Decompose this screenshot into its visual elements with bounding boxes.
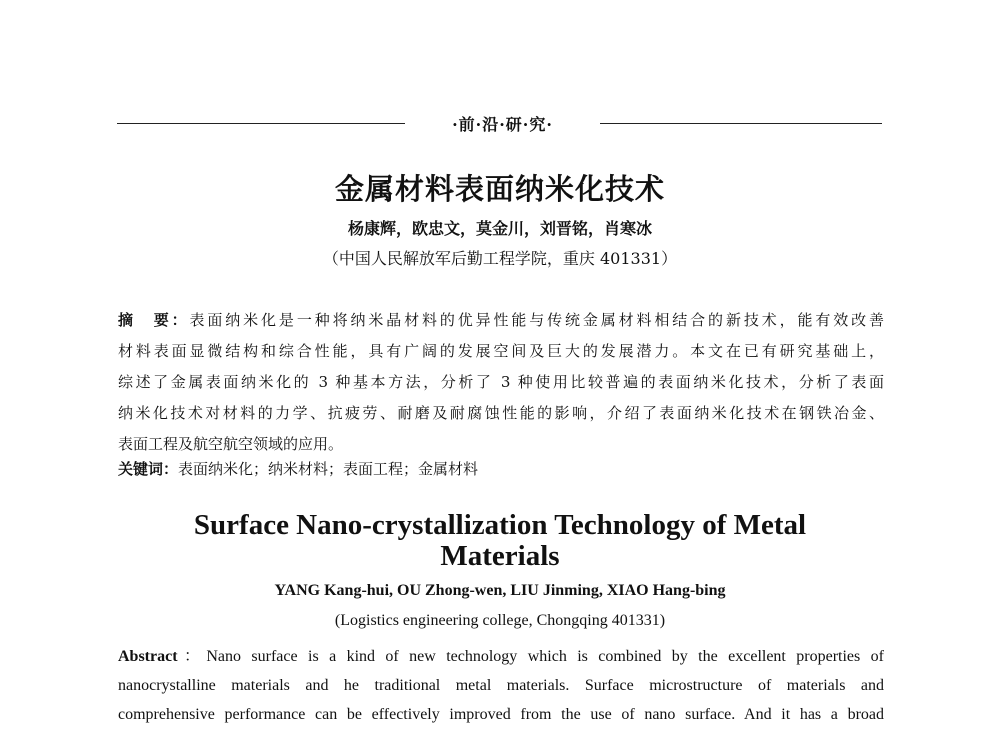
chinese-keywords [118,459,884,479]
english-abstract [118,642,884,729]
column-label: ·前·沿·研·究· [452,115,553,134]
english-abstract-line: Abstract：Nano surface is a kind of new technology which is combined by the excellent properties of [118,648,884,665]
chinese-abstract-line: 综述了金属表面纳米化的 3 种基本方法，分析了 3 种使用比较普遍的表面纳米化技术，分析了表面 [118,373,884,391]
chinese-abstract [118,305,884,460]
chinese-keywords-label: 关键词： [118,460,179,478]
english-authors: YANG Kang-hui, OU Zhong-wen, LIU Jinming, XIAO Hang-bing [274,582,726,599]
chinese-abstract-line: 材料表面显微结构和综合性能，具有广阔的发展空间及巨大的发展潜力。本文在已有研究基础上， [118,342,884,360]
chinese-keywords-text: 表面纳米化；纳米材料；表面工程；金属材料 [178,460,479,478]
english-title: Surface Nano-crystallization Technology of Metal Materials [193,509,807,572]
chinese-abstract-label: 摘 要： [118,311,190,329]
english-affiliation: (Logistics engineering college, Chongqing 401331) [334,612,666,629]
header-rule-right [600,123,882,124]
english-abstract-line: nanocrystalline materials and he traditional metal materials. Surface microstructure of materials and [118,677,884,694]
header-rule-left [117,123,405,124]
chinese-affiliation: （中国人民解放军后勤工程学院，重庆 401331） [322,249,678,268]
chinese-abstract-line: 摘 要：表面纳米化是一种将纳米晶材料的优异性能与传统金属材料相结合的新技术，能有效改善 [118,311,884,329]
english-abstract-line: comprehensive performance can be effectively improved from the use of nano surface. And it has a broad [118,706,884,723]
chinese-title: 金属材料表面纳米化技术 [334,172,665,206]
english-abstract-label: Abstract [118,648,178,665]
chinese-authors: 杨康辉，欧忠文，莫金川，刘晋铭，肖寒冰 [347,219,652,238]
chinese-abstract-line: 纳米化技术对材料的力学、抗疲劳、耐磨及耐腐蚀性能的影响，介绍了表面纳米化技术在钢铁冶金、 [118,404,884,422]
chinese-abstract-line: 表面工程及航空航空领域的应用。 [118,435,344,453]
